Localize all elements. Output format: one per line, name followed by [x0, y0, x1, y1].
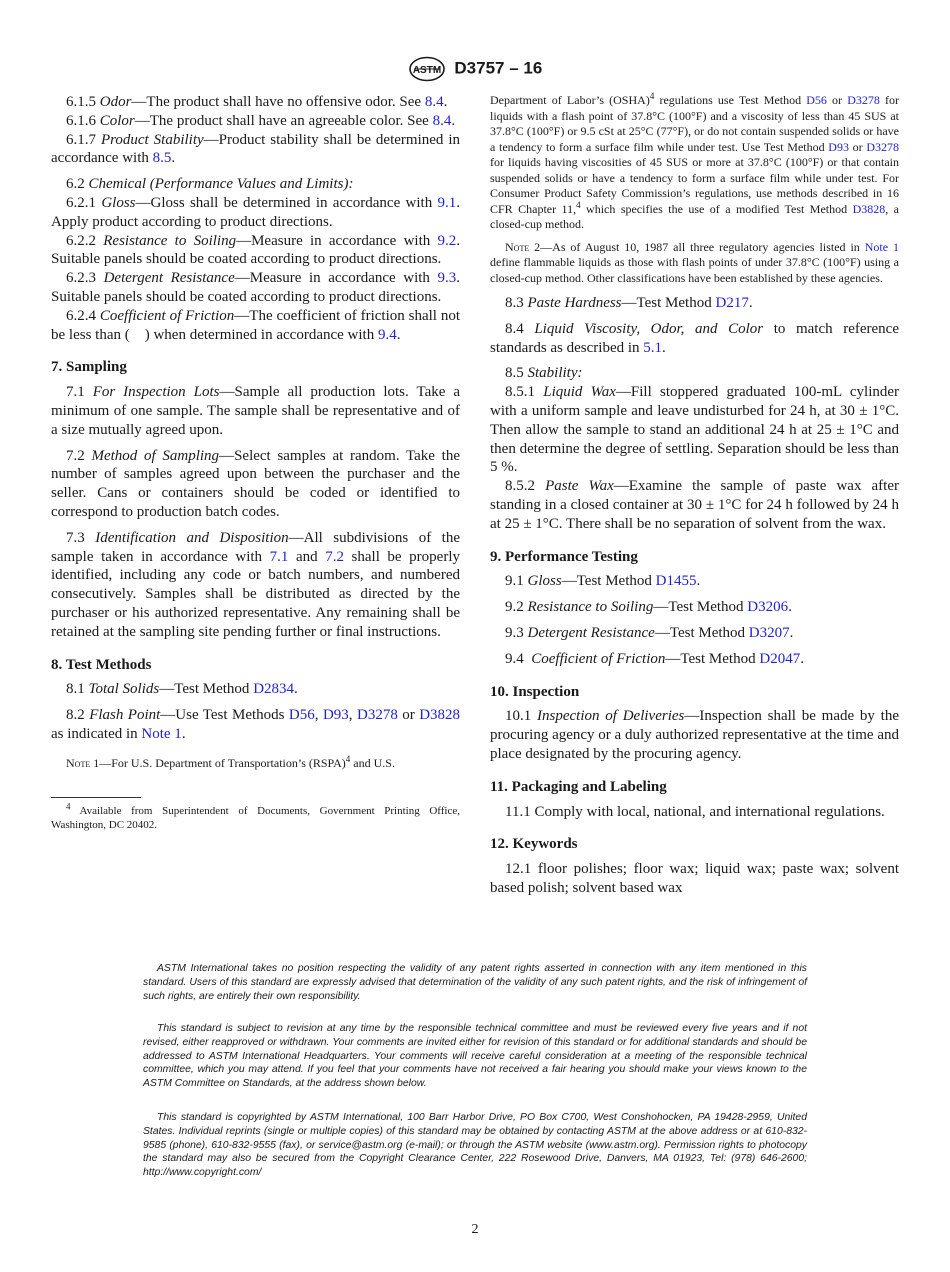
- section-8-5-1: 8.5.1 Liquid Wax—Fill stoppered graduated 100-mL cylinder with a uniform sample and leave undisturbed for 24 h, at 30 ± 1°C. Then allow the sample to stand an additional 24 h at 25 ± 1°C and then determine the degree of settling. Separation should be less than 5 %.: [490, 384, 900, 476]
- section-6-2-2: 6.2.2 Resistance to Soiling—Measure in accordance with 9.2. Suitable panels should be coated according to product directions.: [51, 232, 460, 268]
- ref-link[interactable]: 8.4: [432, 112, 452, 129]
- ref-link[interactable]: 7.1: [269, 548, 289, 565]
- ref-link[interactable]: D56: [288, 707, 315, 724]
- ref-link[interactable]: 9.4: [377, 326, 397, 343]
- section-6-2-3: 6.2.3 Detergent Resistance—Measure in accordance with 9.3. Suitable panels should be coated according to product directions.: [51, 270, 461, 305]
- ref-link[interactable]: 8.5: [152, 150, 172, 167]
- section-6-1-5: 6.1.5 Odor—The product shall have no offensive odor. See 8.4.: [66, 94, 448, 110]
- ref-link[interactable]: D3207: [748, 624, 790, 641]
- section-8-2: 8.2 Flash Point—Use Test Methods D56, D93, D3278 or D3828 as indicated in Note 1.: [51, 707, 461, 742]
- note-1-continued: Department of Labor’s (OSHA)$^4$ regulations use Test Method D56 or D3278 for liquids with a flash point of 37.8°C (100°F) and a viscosity of less than 45 SUS at 37.8°C (100°F) or 9.5 cSt at 25°C (77°F), or do not contain suspended solids or have a tendency to form a surface film while under test. Use Test Method D93 or D3278 for liquids having viscosities of 45 SUS or more at 37.8°C (100°F) or that contain suspended solids or have a tendency to form a surface film while under test. For Consumer Product Safety Commission’s regulations, use methods described in 16 CFR Chapter 11,$^4$ which specifies the use of a modified Test Method D3828, a closed-cup method.: [490, 91, 900, 231]
- section-9-2: 9.2 Resistance to Soiling—Test Method D3206.: [505, 599, 792, 616]
- ref-link[interactable]: 9.2: [437, 232, 457, 249]
- ref-link[interactable]: Note 1: [864, 239, 899, 254]
- svg-text:ASTM: ASTM: [412, 65, 441, 76]
- ref-link[interactable]: D3278: [847, 93, 880, 107]
- ref-link[interactable]: D3206: [747, 599, 789, 616]
- revision-disclaimer: This standard is subject to revision at any time by the responsible technical committee and must be reviewed every five years and if not revised, either reapproved or withdrawn. Your comments are invited either for revision of this standard or for additional standards and should be addressed to ASTM International Headquarters. Your comments will receive careful consideration at a meeting of the responsible technical committee, which you may attend. If you feel that your comments have not received a fair hearing you should make your views known to the ASTM Committee on Standards, at the address shown below.: [143, 1023, 807, 1090]
- astm-logo-icon: [408, 56, 446, 82]
- section-9-1: 9.1 Gloss—Test Method D1455.: [505, 573, 701, 590]
- section-9-3: 9.3 Detergent Resistance—Test Method D3207.: [505, 624, 794, 641]
- ref-link[interactable]: 7.2: [325, 548, 344, 565]
- ref-link[interactable]: D217: [715, 295, 749, 311]
- ref-link[interactable]: D93: [828, 139, 849, 154]
- section-8-5-2: 8.5.2 Paste Wax—Examine the sample of paste wax after standing in a closed container at 30 ± 1°C for 24 h followed by 24 h at 25 ± 1°C. There shall be no separation of solvent from the wax.: [490, 478, 900, 532]
- page-header: [0, 56, 950, 82]
- section-7-3: 7.3 Identification and Disposition—All subdivisions of the sample taken in accordance with 7.1 and 7.2 shall be properly identified, including any code or batch numbers, and numbered consecutively. Samples shall be distributed as directed by the purchaser or his authorized representative. Any remaining shall be retained at the sampling site pending further or final instructions.: [51, 529, 460, 640]
- patent-disclaimer: ASTM International takes no position respecting the validity of any patent rights asserted in connection with any item mentioned in this standard. Users of this standard are expressly advised that determination of the validity of any such patent rights, and the risk of infringement of such rights, are entirely their own responsibility.: [143, 963, 807, 1002]
- ref-link[interactable]: 8.4: [424, 94, 444, 110]
- ref-link[interactable]: D3278: [356, 707, 398, 724]
- ref-link[interactable]: D56: [806, 93, 827, 107]
- section-8-1: 8.1 Total Solids—Test Method D2834.: [66, 681, 298, 698]
- section-7-2: 7.2 Method of Sampling—Select samples at random. Take the number of samples agreed upon between the purchaser and the seller. Cans or containers should be coded or identified to correspond to production batch codes.: [51, 447, 461, 520]
- heading-inspection: 10. Inspection: [490, 683, 580, 700]
- section-11-1: 11.1 Comply with local, national, and international regulations.: [505, 803, 885, 820]
- footnote-rule: [51, 797, 141, 798]
- section-8-3: 8.3 Paste Hardness—Test Method D217.: [505, 295, 753, 311]
- left-column: [51, 93, 464, 832]
- ref-link[interactable]: D1455: [655, 573, 697, 590]
- copyright-notice: This standard is copyrighted by ASTM International, 100 Barr Harbor Drive, PO Box C700, West Conshohocken, PA 19428-2959, United States. Individual reprints (single or multiple copies) of this standard may be obtained by contacting ASTM at the above address or at 610-832-9585 (phone), 610-832-9555 (fax), or service@astm.org (e-mail); or through the ASTM website (www.astm.org). Permission rights to photocopy the standard may also be secured from the Copyright Clearance Center, 222 Rosewood Drive, Danvers, MA 01923, Tel: (978) 646-2600; http://www.copyright.com/: [143, 1112, 807, 1179]
- section-6-2-1: 6.2.1 Gloss—Gloss shall be determined in accordance with 9.1. Apply product according to product directions.: [51, 194, 461, 230]
- section-6-2-4: 6.2.4 Coefficient of Friction—The coefficient of friction shall not be less than ( ) when determined in accordance with 9.4.: [51, 307, 464, 343]
- ref-link[interactable]: 5.1: [643, 339, 663, 356]
- page-number: 2: [471, 1222, 479, 1237]
- ref-link[interactable]: 9.3: [437, 270, 457, 287]
- ref-link[interactable]: 9.1: [437, 194, 457, 211]
- ref-link[interactable]: D2047: [759, 650, 801, 667]
- section-6-2: 6.2 Chemical (Performance Values and Limits):: [66, 176, 354, 193]
- heading-performance-testing: 9. Performance Testing: [490, 548, 638, 565]
- footnote-4: $^4$ Available from Superintendent of Documents, Government Printing Office, Washington, DC 20402.: [51, 801, 460, 832]
- section-8-4: 8.4 Liquid Viscosity, Odor, and Color to match reference standards as described in 5.1.: [490, 320, 899, 356]
- section-9-4: 9.4 Coefficient of Friction—Test Method D2047.: [505, 650, 804, 667]
- ref-link[interactable]: Note 1: [141, 725, 182, 742]
- heading-keywords: 12. Keywords: [490, 836, 578, 853]
- section-7-1: 7.1 For Inspection Lots—Sample all production lots. Take a minimum of one sample. The sample shall be representative and of a size mutually agreed upon.: [51, 384, 461, 438]
- ref-link[interactable]: D3828: [419, 707, 461, 724]
- section-12-1: 12.1 floor polishes; floor wax; liquid wax; paste wax; solvent based polish; solvent based wax: [490, 861, 899, 896]
- standard-designation: D3757 – 16: [454, 58, 543, 78]
- section-6-1-7: 6.1.7 Product Stability—Product stability shall be determined in accordance with 8.5.: [51, 131, 461, 167]
- ref-link[interactable]: D3278: [866, 139, 899, 154]
- ref-link[interactable]: D3828: [852, 201, 886, 216]
- right-column: [490, 93, 899, 905]
- section-10-1: 10.1 Inspection of Deliveries—Inspection shall be made by the procuring agency or a duly authorized representative at the time and place designated by the procuring agency.: [490, 708, 900, 762]
- section-8-5: 8.5 Stability:: [505, 365, 583, 382]
- ref-link[interactable]: D2834: [253, 681, 295, 698]
- section-6-1-6: 6.1.6 Color—The product shall have an agreeable color. See 8.4.: [66, 112, 456, 129]
- note-2: Note 2—As of August 10, 1987 all three regulatory agencies listed in Note 1 define flammable liquids as those with flash points of under 37.8°C (100°F) using a closed-cup method. Other classifications have been established by these agencies.: [490, 239, 899, 285]
- note-1: Note 1—For U.S. Department of Transportation’s (RSPA)$^4$ and U.S.: [66, 753, 395, 770]
- heading-packaging-labeling: 11. Packaging and Labeling: [490, 778, 667, 795]
- heading-sampling: 7. Sampling: [51, 359, 127, 376]
- ref-link[interactable]: D93: [322, 707, 349, 724]
- heading-test-methods: 8. Test Methods: [51, 656, 152, 673]
